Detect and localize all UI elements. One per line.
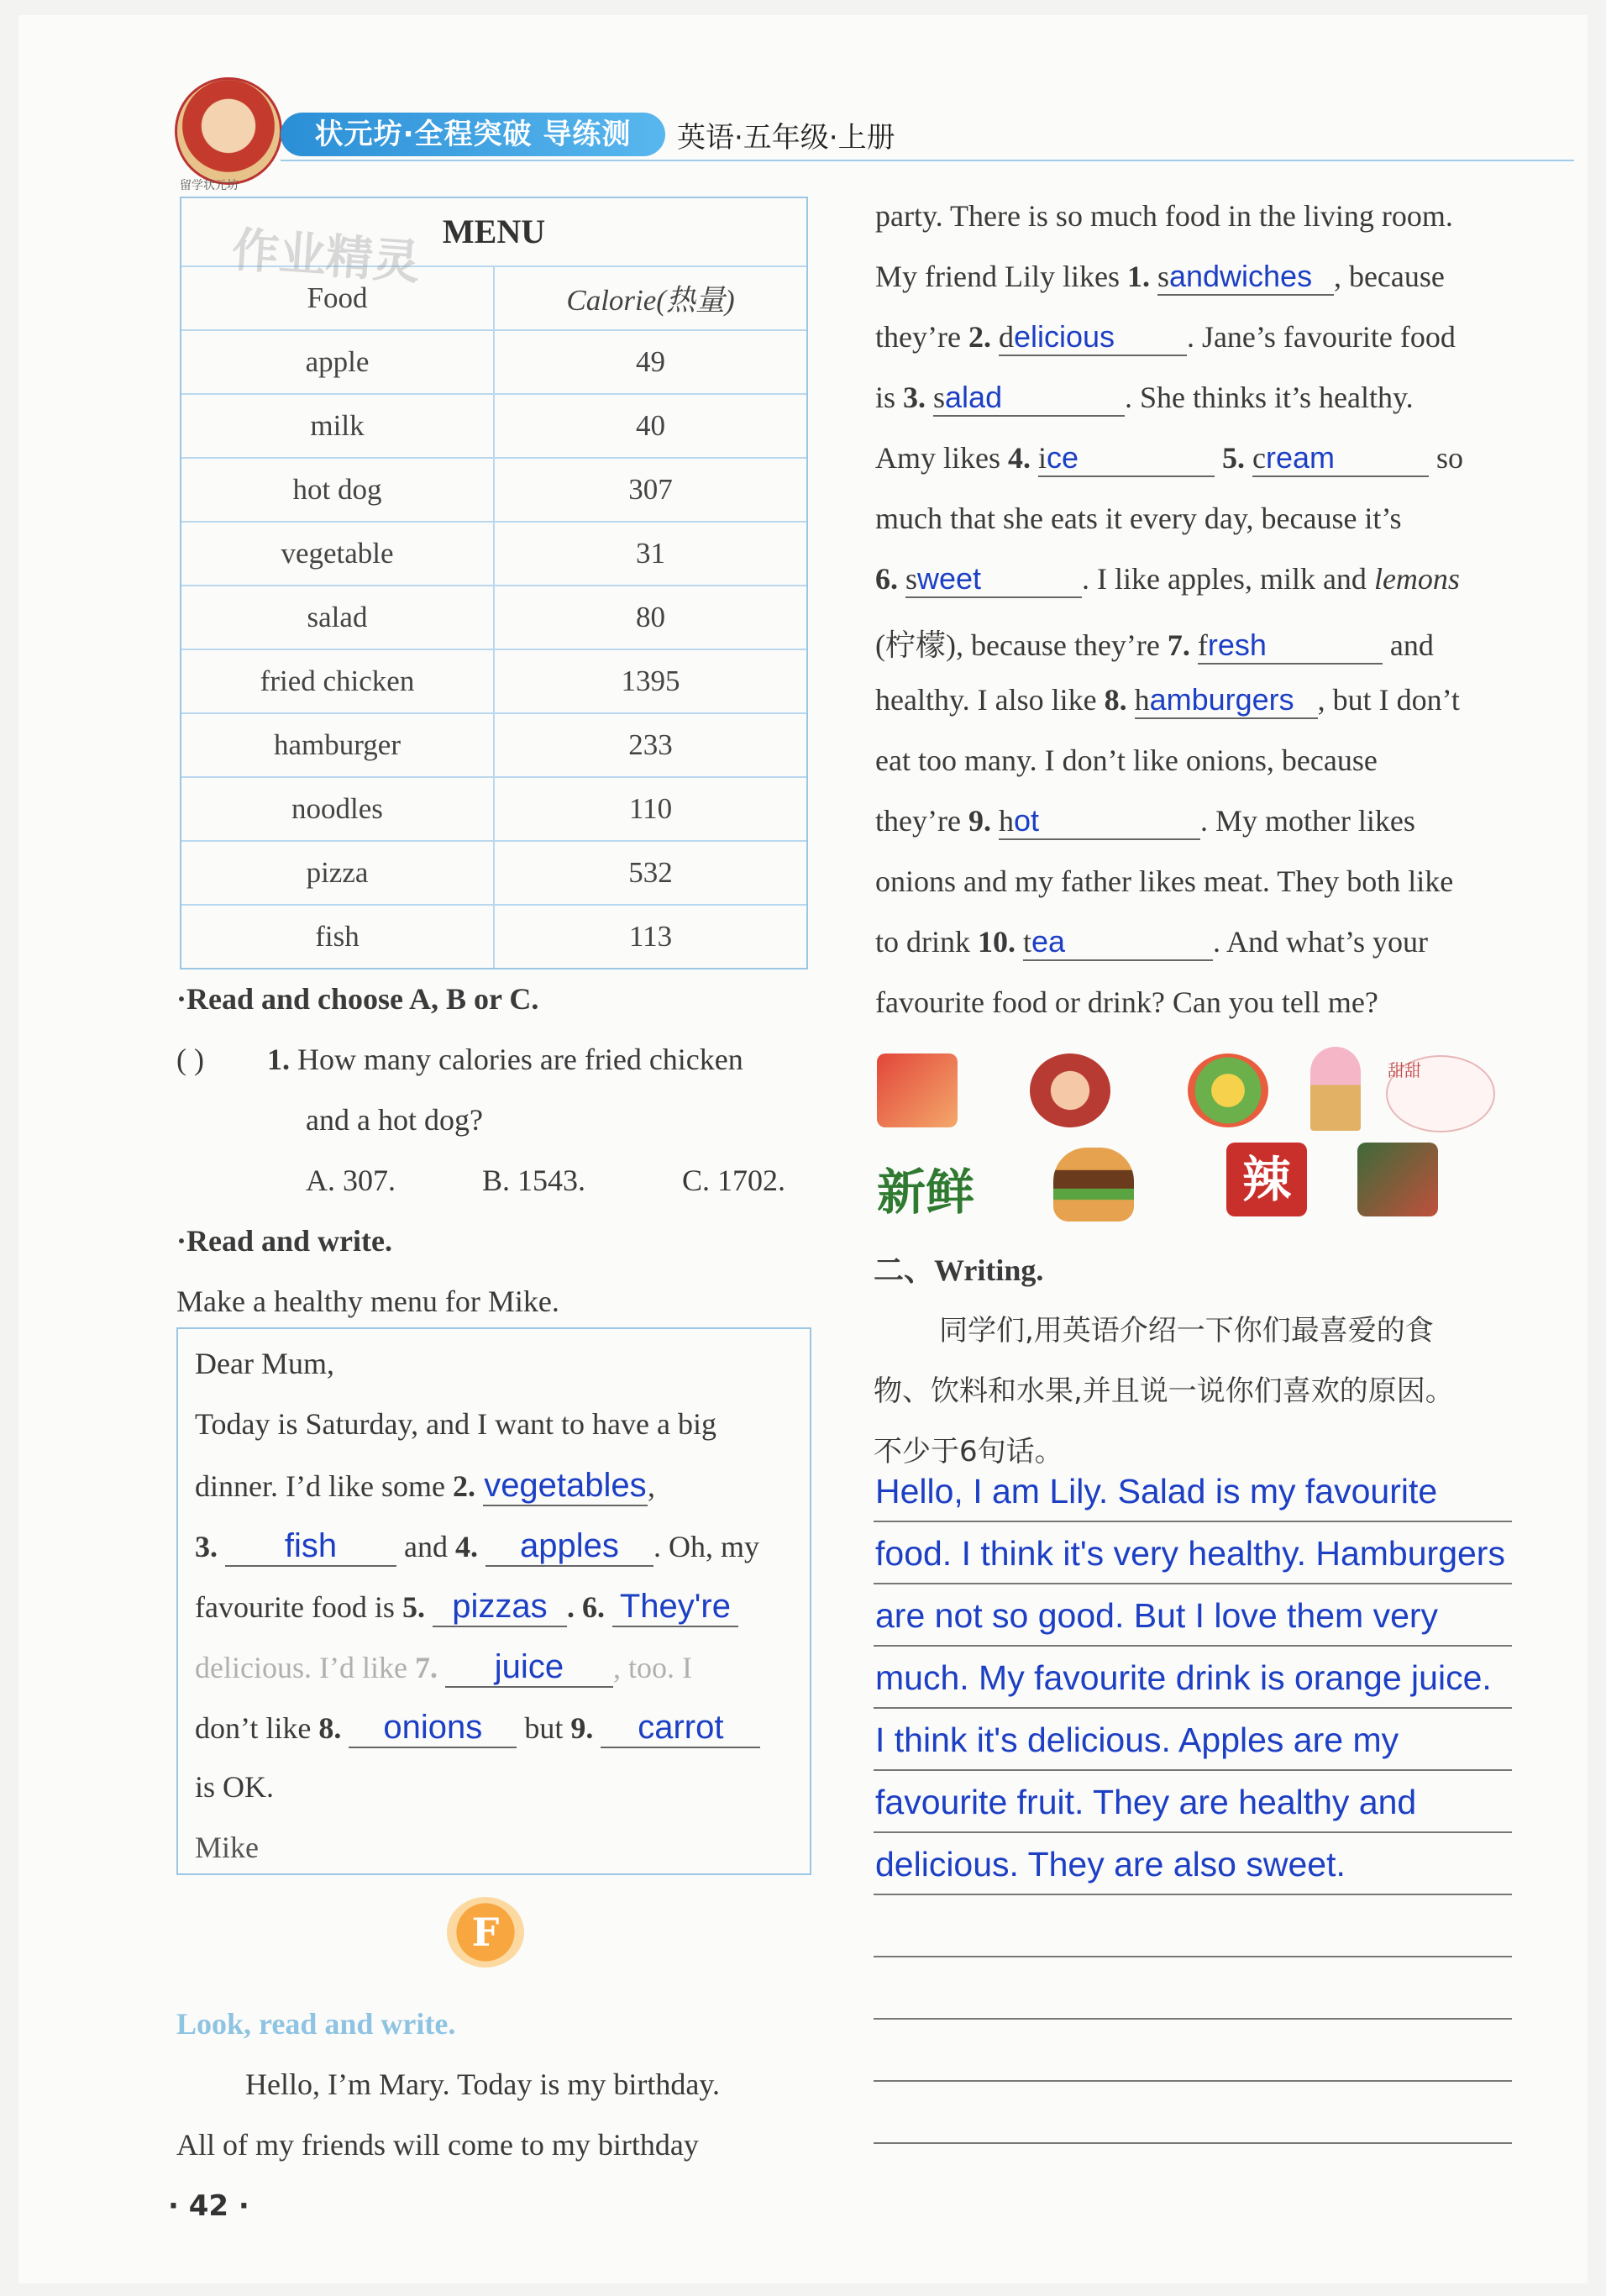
food-cell: fried chicken — [181, 650, 495, 712]
answer-blank-r9[interactable] — [999, 803, 1200, 840]
table-row — [181, 650, 806, 714]
writing-heading: 二、Writing. — [874, 1253, 1044, 1287]
story-text: so — [1436, 441, 1464, 475]
blank-number: . 6. — [566, 1590, 605, 1624]
story-right-2 — [875, 259, 1445, 296]
story-line-1: Hello, I’m Mary. Today is my birthday. — [245, 2067, 721, 2101]
calorie-cell: 80 — [636, 601, 665, 633]
option-a: A. 307. — [306, 1164, 396, 1197]
answer-blank-4[interactable]: apples — [485, 1527, 653, 1567]
food-cell: pizza — [181, 842, 495, 904]
story-right-4 — [875, 380, 1414, 417]
spicy-label: 辣 — [1226, 1143, 1307, 1216]
sweet-face-icon — [1386, 1055, 1495, 1132]
answer-blank-r10[interactable] — [1023, 924, 1213, 961]
story-text: . My mother likes — [1199, 804, 1415, 838]
story-right-11 — [875, 803, 1415, 840]
writing-rule[interactable] — [874, 2018, 1512, 2020]
table-row — [181, 586, 806, 650]
letter-line-5 — [195, 1648, 692, 1688]
calorie-cell: 110 — [628, 792, 673, 825]
writing-instruction-1: 同学们,用英语介绍一下你们最喜爱的食 — [939, 1314, 1434, 1348]
option-c: C. 1702. — [682, 1164, 786, 1197]
writing-rule — [874, 1583, 1512, 1584]
writing-instruction-3: 不少于6句话。 — [874, 1435, 1063, 1468]
blank-answer: weet — [917, 561, 982, 596]
blank-number: 3. — [903, 381, 926, 414]
blank-number: 5. — [1222, 441, 1245, 475]
answer-blank-5[interactable]: pizzas — [433, 1588, 567, 1627]
story-right-14: favourite food or drink? Can you tell me? — [875, 985, 1378, 1019]
question-1 — [267, 1042, 743, 1077]
ice-cream-icon — [1310, 1047, 1361, 1131]
calorie-cell: 532 — [628, 856, 673, 889]
answer-blank-2[interactable]: vegetables — [483, 1467, 648, 1506]
story-text: , because — [1333, 260, 1445, 293]
letter-text: delicious. I’d like — [195, 1651, 407, 1684]
story-right-6: much that she eats it every day, because it’s — [875, 502, 1402, 535]
answer-blank-r6[interactable] — [905, 561, 1082, 598]
blank-answer: ea — [1031, 924, 1066, 959]
writing-rule — [874, 1769, 1512, 1771]
table-row — [181, 906, 806, 968]
story-line-2: All of my friends will come to my birthday — [176, 2128, 699, 2162]
logo-caption: 留学状元坊 — [180, 179, 239, 192]
food-cell: vegetable — [181, 523, 495, 585]
essay-line-4[interactable]: much. My favourite drink is orange juice. — [875, 1658, 1492, 1697]
calorie-cell: 233 — [628, 728, 673, 761]
letter-line-1: Today is Saturday, and I want to have a big — [195, 1407, 716, 1441]
blank-initial: s — [933, 381, 946, 414]
answer-blank-r4[interactable] — [1038, 440, 1215, 477]
table-row — [181, 523, 806, 586]
writing-instruction-2: 物、饮料和水果,并且说一说你们喜欢的原因。 — [874, 1374, 1454, 1408]
answer-blank-r2[interactable] — [999, 319, 1187, 356]
write-instruction: Make a healthy menu for Mike. — [176, 1285, 559, 1318]
menu-title: MENU — [442, 213, 546, 250]
essay-line-2[interactable]: food. I think it's very healthy. Hamburgers — [875, 1534, 1505, 1573]
letter-signature: Mike — [195, 1831, 259, 1864]
blank-answer: elicious — [1013, 319, 1115, 354]
menu-title-row — [181, 198, 806, 291]
story-right-8 — [875, 622, 1434, 665]
blank-initial: c — [1252, 441, 1266, 475]
blank-number: 7. — [414, 1651, 438, 1684]
letter-line-6 — [195, 1709, 760, 1748]
blank-initial: h — [1134, 683, 1150, 717]
blank-answer: ream — [1265, 440, 1336, 475]
letter-text: . Oh, my — [653, 1530, 759, 1563]
answer-blank-7[interactable]: juice — [445, 1648, 613, 1688]
answer-blank-r7[interactable] — [1198, 628, 1383, 665]
food-cell: hamburger — [181, 714, 495, 776]
food-cell: noodles — [181, 778, 495, 840]
story-text: they’re — [875, 804, 961, 838]
answer-blank-r3[interactable] — [933, 380, 1125, 417]
punctuation: , — [647, 1469, 655, 1503]
story-text: . Jane’s favourite food — [1186, 320, 1456, 354]
essay-line-5[interactable]: I think it's delicious. Apples are my — [875, 1721, 1399, 1759]
essay-line-7[interactable]: delicious. They are also sweet. — [875, 1845, 1346, 1884]
story-text: . She thinks it’s healthy. — [1125, 381, 1414, 414]
question-text: How many calories are fried chicken — [297, 1043, 743, 1076]
story-text: to drink — [875, 925, 970, 959]
story-text: My friend Lily likes — [875, 260, 1120, 293]
story-text: Amy likes — [875, 441, 1000, 475]
salad-icon — [1188, 1053, 1268, 1127]
writing-rule — [874, 1707, 1512, 1709]
answer-paren[interactable]: ( ) — [176, 1043, 204, 1076]
blank-answer: alad — [945, 380, 1003, 414]
watermark: 作业精灵 — [230, 223, 422, 291]
calorie-cell: 1395 — [621, 665, 680, 697]
subject-title: 英语·五年级·上册 — [677, 121, 895, 155]
sweet-label: 甜甜 — [1388, 1060, 1421, 1080]
blank-number: 10. — [978, 925, 1016, 959]
blank-number: 5. — [402, 1590, 425, 1624]
letter-text: dinner. I’d like some — [195, 1469, 445, 1503]
calorie-cell: 40 — [636, 409, 665, 442]
blank-number: 2. — [968, 320, 991, 354]
letter-line-7: is OK. — [195, 1770, 275, 1804]
table-row — [181, 714, 806, 778]
story-text: and — [1389, 628, 1434, 662]
writing-rule[interactable] — [874, 1956, 1512, 1957]
story-text: , but I don’t — [1317, 683, 1460, 717]
fresh-label: 新鲜 — [877, 1164, 975, 1221]
write-heading: ·Read and write. — [176, 1224, 392, 1258]
table-row — [181, 778, 806, 842]
mascot-logo-icon — [175, 77, 282, 185]
answer-blank-r8[interactable] — [1135, 682, 1318, 719]
answer-blank-3[interactable]: fish — [225, 1527, 396, 1567]
answer-blank-r5[interactable] — [1252, 440, 1429, 477]
letter-text: and — [404, 1530, 448, 1563]
calorie-cell: 307 — [628, 473, 673, 506]
series-title: 状元坊·全程突破 导练测 — [281, 113, 665, 156]
blank-initial: i — [1038, 441, 1047, 475]
blank-initial: s — [905, 562, 918, 596]
story-right-9 — [875, 682, 1460, 719]
story-right-3 — [875, 319, 1456, 356]
story-text: is — [875, 381, 896, 414]
sandwich-icon — [877, 1053, 958, 1127]
page-number: · 42 · — [168, 2189, 249, 2223]
story-text: . And what’s your — [1213, 925, 1428, 959]
table-row — [181, 395, 806, 459]
section-f-heading: Look, read and write. — [176, 2007, 456, 2041]
letter-line-2 — [195, 1467, 655, 1506]
section-f-badge: F — [447, 1897, 524, 1968]
calorie-cell: 113 — [628, 920, 673, 953]
blank-number: 4. — [454, 1530, 478, 1563]
story-right-7 — [875, 561, 1460, 598]
writing-rule[interactable] — [874, 2142, 1512, 2144]
menu-table — [180, 197, 808, 969]
letter-line-4 — [195, 1588, 738, 1627]
blank-answer: ce — [1047, 440, 1079, 475]
question-text-2: and a hot dog? — [306, 1103, 483, 1137]
table-row — [181, 459, 806, 523]
choose-heading: ·Read and choose A, B or C. — [176, 982, 539, 1016]
blank-initial: s — [1157, 260, 1169, 293]
food-cell: apple — [181, 331, 495, 393]
answer-blank-9[interactable]: carrot — [601, 1709, 760, 1748]
letter-text: but — [524, 1711, 564, 1745]
writing-rule — [874, 1894, 1512, 1895]
story-text: (柠檬), because they’re — [875, 628, 1160, 662]
story-text: lemons — [1373, 562, 1460, 596]
blank-number: 8. — [318, 1711, 342, 1745]
story-right-12: onions and my father likes meat. They both like — [875, 864, 1454, 898]
calorie-cell: 31 — [636, 537, 665, 570]
writing-rule — [874, 1645, 1512, 1647]
food-cell: milk — [181, 395, 495, 457]
blank-answer: amburgers — [1149, 682, 1294, 717]
letter-text: favourite food is — [195, 1590, 395, 1624]
letter-line-3 — [195, 1527, 759, 1567]
blank-initial: t — [1023, 925, 1032, 959]
blank-number: 4. — [1008, 441, 1031, 475]
blank-number: 6. — [875, 562, 898, 596]
food-cell: hot dog — [181, 459, 495, 521]
blank-initial: d — [998, 320, 1014, 354]
writing-rule[interactable] — [874, 2080, 1512, 2082]
girl-eating-icon — [1030, 1053, 1110, 1127]
option-b: B. 1543. — [482, 1164, 586, 1197]
blank-number: 8. — [1104, 683, 1127, 717]
writing-rule — [874, 1521, 1512, 1522]
food-cell: fish — [181, 906, 495, 968]
answer-blank-r1[interactable] — [1157, 259, 1334, 296]
table-row — [181, 331, 806, 395]
blank-initial: h — [998, 804, 1014, 838]
story-right-5 — [875, 440, 1463, 477]
story-right-1: party. There is so much food in the living room. — [875, 199, 1453, 233]
question-number: 1. — [267, 1043, 290, 1076]
essay-line-1[interactable]: Hello, I am Lily. Salad is my favourite — [875, 1472, 1438, 1511]
story-text: they’re — [875, 320, 961, 354]
story-text: healthy. I also like — [875, 683, 1097, 717]
letter-text: don’t like — [195, 1711, 312, 1745]
answer-blank-8[interactable]: onions — [349, 1709, 517, 1748]
answer-blank-6[interactable]: They're — [612, 1588, 738, 1627]
letter-greeting: Dear Mum, — [195, 1347, 334, 1380]
calorie-cell: 49 — [636, 345, 665, 378]
header-food: Food — [181, 267, 495, 329]
blank-number: 9. — [570, 1711, 594, 1745]
blank-number: 9. — [968, 804, 991, 838]
blank-answer: andwiches — [1168, 259, 1313, 293]
table-row — [181, 842, 806, 906]
header-divider — [281, 160, 1574, 161]
essay-line-3[interactable]: are not so good. But I love them very — [875, 1596, 1439, 1635]
essay-line-6[interactable]: favourite fruit. They are healthy and — [875, 1783, 1417, 1821]
tea-icon — [1357, 1143, 1438, 1216]
food-cell: salad — [181, 586, 495, 649]
hamburger-icon — [1053, 1148, 1134, 1222]
blank-number: 1. — [1126, 260, 1150, 293]
writing-rule — [874, 1831, 1512, 1833]
blank-number: 2. — [452, 1469, 475, 1503]
letter-text: , too. I — [612, 1651, 692, 1684]
blank-answer: resh — [1207, 628, 1267, 662]
story-right-13 — [875, 924, 1428, 961]
blank-number: 3. — [195, 1530, 218, 1563]
header-calorie: Calorie(热量) — [566, 284, 735, 317]
story-text: . I like apples, milk and — [1082, 562, 1367, 596]
story-right-10: eat too many. I don’t like onions, because — [875, 743, 1378, 777]
blank-initial: f — [1197, 628, 1208, 662]
blank-number: 7. — [1167, 628, 1190, 662]
blank-answer: ot — [1013, 803, 1039, 838]
